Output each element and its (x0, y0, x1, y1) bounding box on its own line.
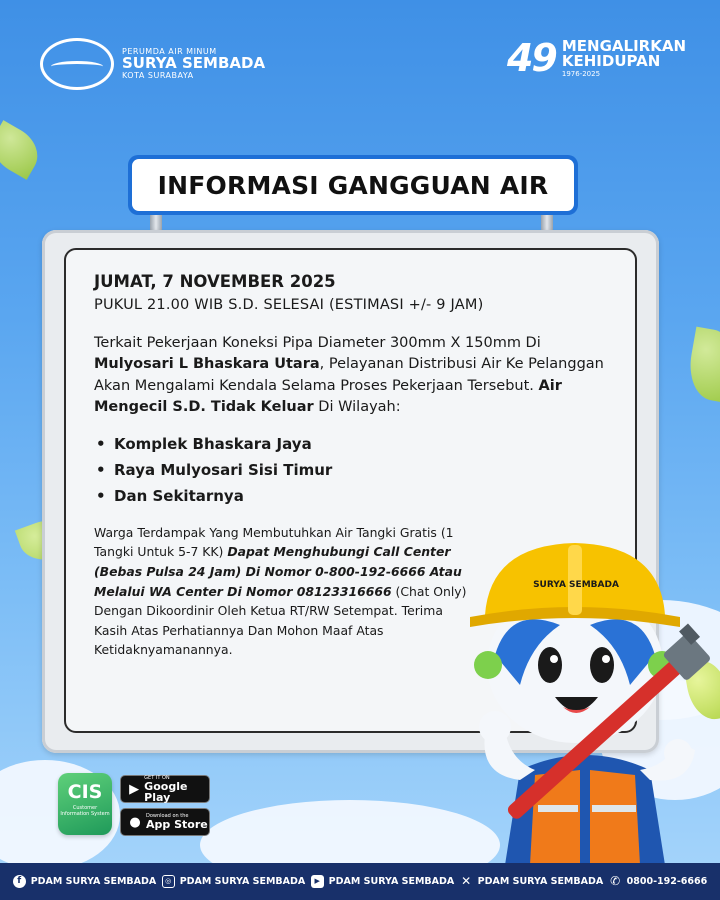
facebook-link[interactable] (13, 875, 157, 888)
apple-icon: ● (129, 814, 141, 830)
youtube-link[interactable] (311, 875, 455, 888)
logo-subtitle-top: PERUMDA AIR MINUM (122, 46, 217, 56)
location-highlight: Mulyosari L Bhaskara Utara (94, 356, 320, 373)
social-footer (0, 863, 720, 900)
anniversary-number: 49 (506, 36, 556, 80)
affected-areas-list (94, 435, 607, 505)
youtube-icon: ▶ (311, 875, 324, 888)
anniversary-line2: KEHIDUPAN (561, 51, 661, 70)
cis-title: CIS (67, 781, 103, 803)
paragraph-text: , Pelayanan Distribusi Air Ke Pelanggan Akan Mengalami Kendala Selama Proses Pekerjaan Tersebut. (94, 356, 604, 394)
app-store-label: App Store (146, 818, 208, 831)
anniversary-text (561, 36, 686, 78)
phone-link[interactable] (609, 875, 708, 888)
google-play-caption: GET IT ON (144, 774, 170, 781)
anniversary-line1: MENGALIRKAN (561, 36, 686, 55)
helmet-label: SURYA SEMBADA (533, 580, 619, 590)
logo-name: SURYA SEMBADA (122, 54, 266, 73)
contact-note (94, 523, 474, 660)
x-link[interactable] (460, 875, 604, 888)
x-icon: ✕ (461, 874, 472, 888)
instagram-icon: ◎ (162, 875, 175, 888)
facebook-label: PDAM SURYA SEMBADA (30, 876, 157, 887)
list-item: • Komplek Bhaskara Jaya (94, 435, 607, 453)
anniversary-badge (507, 36, 686, 80)
leaf (0, 120, 47, 180)
paragraph-text: Di Wilayah: (313, 399, 401, 416)
notice-paragraph (94, 333, 607, 419)
anniversary-years: 1976-2025 (561, 69, 601, 78)
note-text: Warga Terdampak Yang Membutuhkan Air Tangki Gratis (1 Tangki Untuk 5-7 KK) (94, 524, 454, 560)
instagram-label: PDAM SURYA SEMBADA (179, 876, 306, 887)
google-play-text (144, 776, 209, 803)
mascot-illustration (450, 535, 720, 865)
app-store-badge[interactable] (120, 808, 210, 836)
app-store-caption: Download on the (146, 813, 189, 819)
leaf (684, 327, 720, 404)
notice-time: PUKUL 21.00 WIB S.D. SELESAI (ESTIMASI +/- 9 JAM) (94, 297, 484, 313)
youtube-label: PDAM SURYA SEMBADA (328, 876, 455, 887)
cis-subtitle: Customer Information System (60, 805, 110, 817)
google-play-label: Google Play (144, 779, 188, 804)
surya-sembada-logo (40, 38, 265, 90)
call-center-info: Dapat Menghubungi Call Center (Bebas Pulsa 24 Jam) Di Nomor 0-800-192-6666 Atau Melalui WA Center Di Nomor 08123316666 (94, 544, 462, 599)
page-title: INFORMASI GANGGUAN AIR (132, 159, 574, 211)
cis-app-icon[interactable] (58, 773, 112, 835)
water-drop-logo-icon (40, 38, 114, 90)
phone-icon: ✆ (610, 874, 621, 888)
note-text: (Chat Only) Dengan Dikoordinir Oleh Ketua RT/RW Setempat. Terima Kasih Atas Perhatiannya Dan Mohon Maaf Atas Ketidaknyamanannya. (94, 583, 467, 658)
list-item: • Dan Sekitarnya (94, 487, 607, 505)
paragraph-text: Terkait Pekerjaan Koneksi Pipa Diameter 300mm X 150mm Di (94, 335, 541, 351)
phone-number: 0800-192-6666 (626, 876, 708, 887)
logo-subtitle-bottom: KOTA SURABAYA (122, 70, 194, 80)
title-sign (128, 155, 578, 215)
instagram-link[interactable] (162, 875, 306, 888)
list-item: • Raya Mulyosari Sisi Timur (94, 461, 607, 479)
notice-date: JUMAT, 7 NOVEMBER 2025 (94, 272, 336, 291)
x-label: PDAM SURYA SEMBADA (477, 876, 604, 887)
logo-text (122, 48, 265, 81)
facebook-icon: f (13, 875, 26, 888)
impact-highlight: Air Mengecil S.D. Tidak Keluar (94, 377, 562, 416)
app-store-text (146, 814, 208, 830)
google-play-icon: ▶ (129, 781, 140, 797)
google-play-badge[interactable] (120, 775, 210, 803)
